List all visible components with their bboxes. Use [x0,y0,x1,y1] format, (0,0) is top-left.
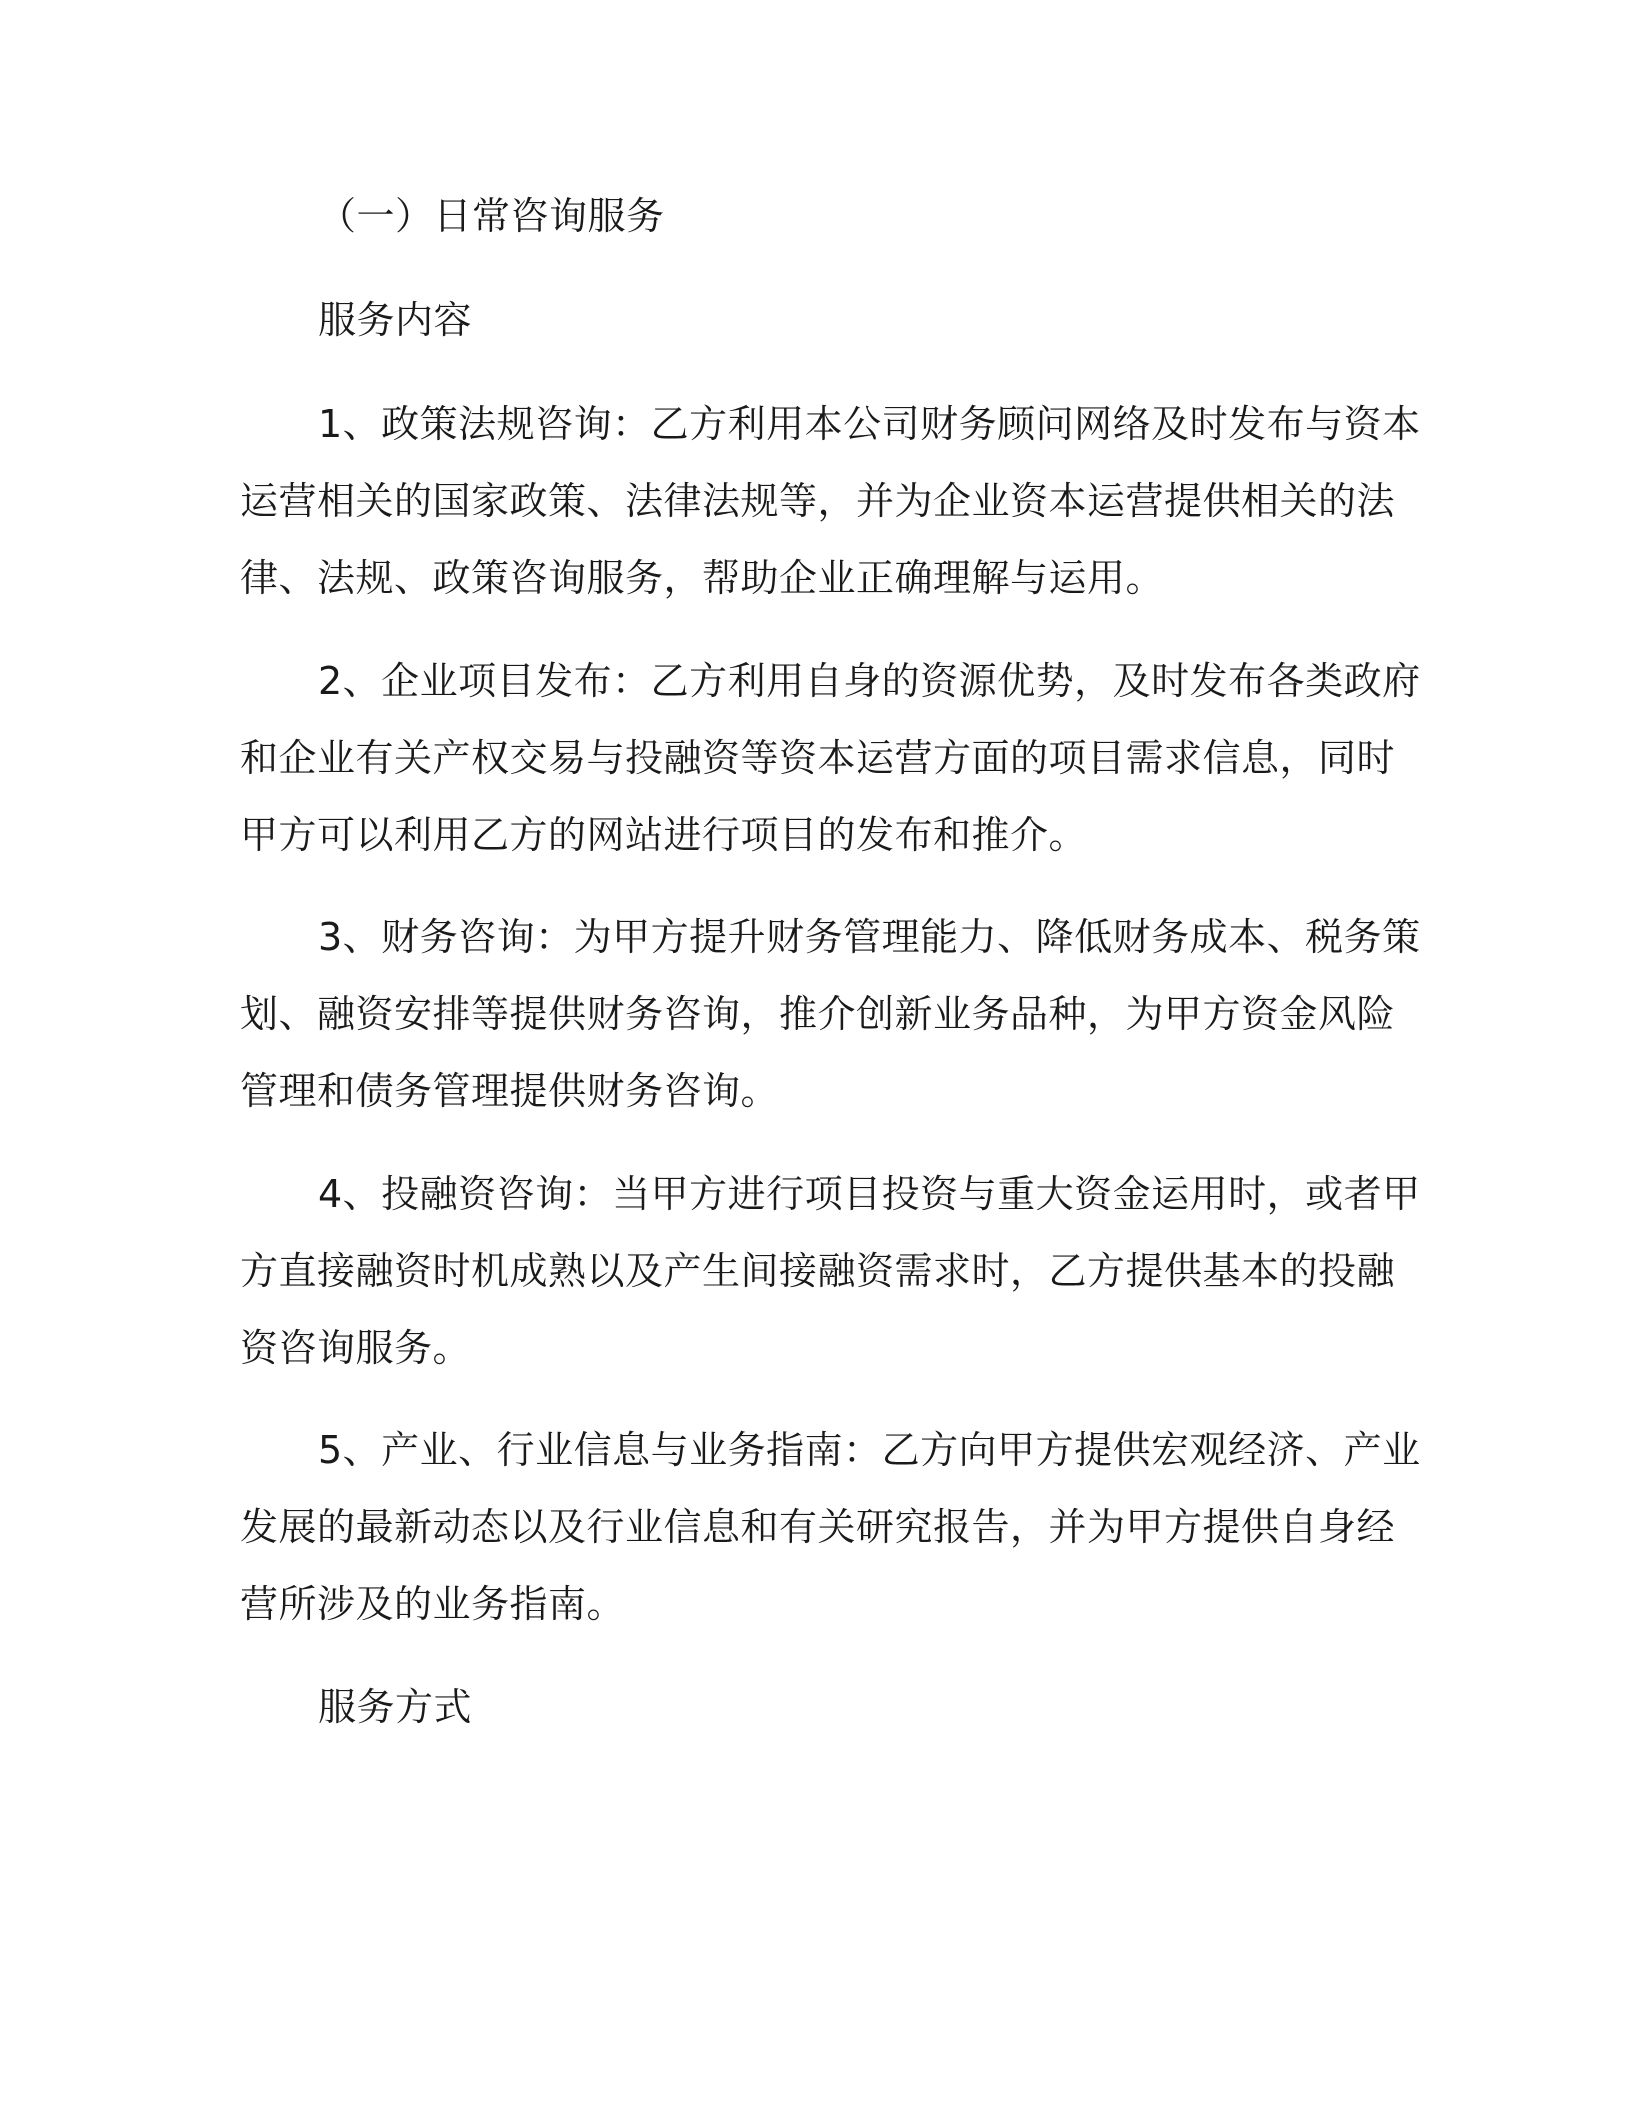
item-3-line-3: 管理和债务管理提供财务咨询。 [240,1069,780,1113]
item-5-line-3: 营所涉及的业务指南。 [240,1582,626,1626]
section-title: （一）日常咨询服务 [318,194,665,238]
item-2-line-1: 2、企业项目发布：乙方利用自身的资源优势，及时发布各类政府 [318,659,1421,703]
item-1-line-2: 运营相关的国家政策、法律法规等，并为企业资本运营提供相关的法 [240,479,1396,523]
item-4-line-3: 资咨询服务。 [240,1326,472,1370]
method-heading: 服务方式 [318,1685,473,1729]
item-2-line-2: 和企业有关产权交易与投融资等资本运营方面的项目需求信息，同时 [240,736,1396,780]
item-1-line-3: 律、法规、政策咨询服务，帮助企业正确理解与运用。 [240,556,1165,600]
item-2-line-3: 甲方可以利用乙方的网站进行项目的发布和推介。 [240,813,1088,857]
item-5-line-1: 5、产业、行业信息与业务指南：乙方向甲方提供宏观经济、产业 [318,1428,1421,1472]
item-1-line-1: 1、政策法规咨询：乙方利用本公司财务顾问网络及时发布与资本 [318,402,1421,446]
item-5-line-2: 发展的最新动态以及行业信息和有关研究报告，并为甲方提供自身经 [240,1505,1396,1549]
item-4-line-2: 方直接融资时机成熟以及产生间接融资需求时，乙方提供基本的投融 [240,1249,1396,1293]
item-3-line-2: 划、融资安排等提供财务咨询，推介创新业务品种，为甲方资金风险 [240,992,1396,1036]
item-3-line-1: 3、财务咨询：为甲方提升财务管理能力、降低财务成本、税务策 [318,915,1421,959]
item-4-line-1: 4、投融资咨询：当甲方进行项目投资与重大资金运用时，或者甲 [318,1172,1421,1216]
content-heading: 服务内容 [318,298,473,342]
